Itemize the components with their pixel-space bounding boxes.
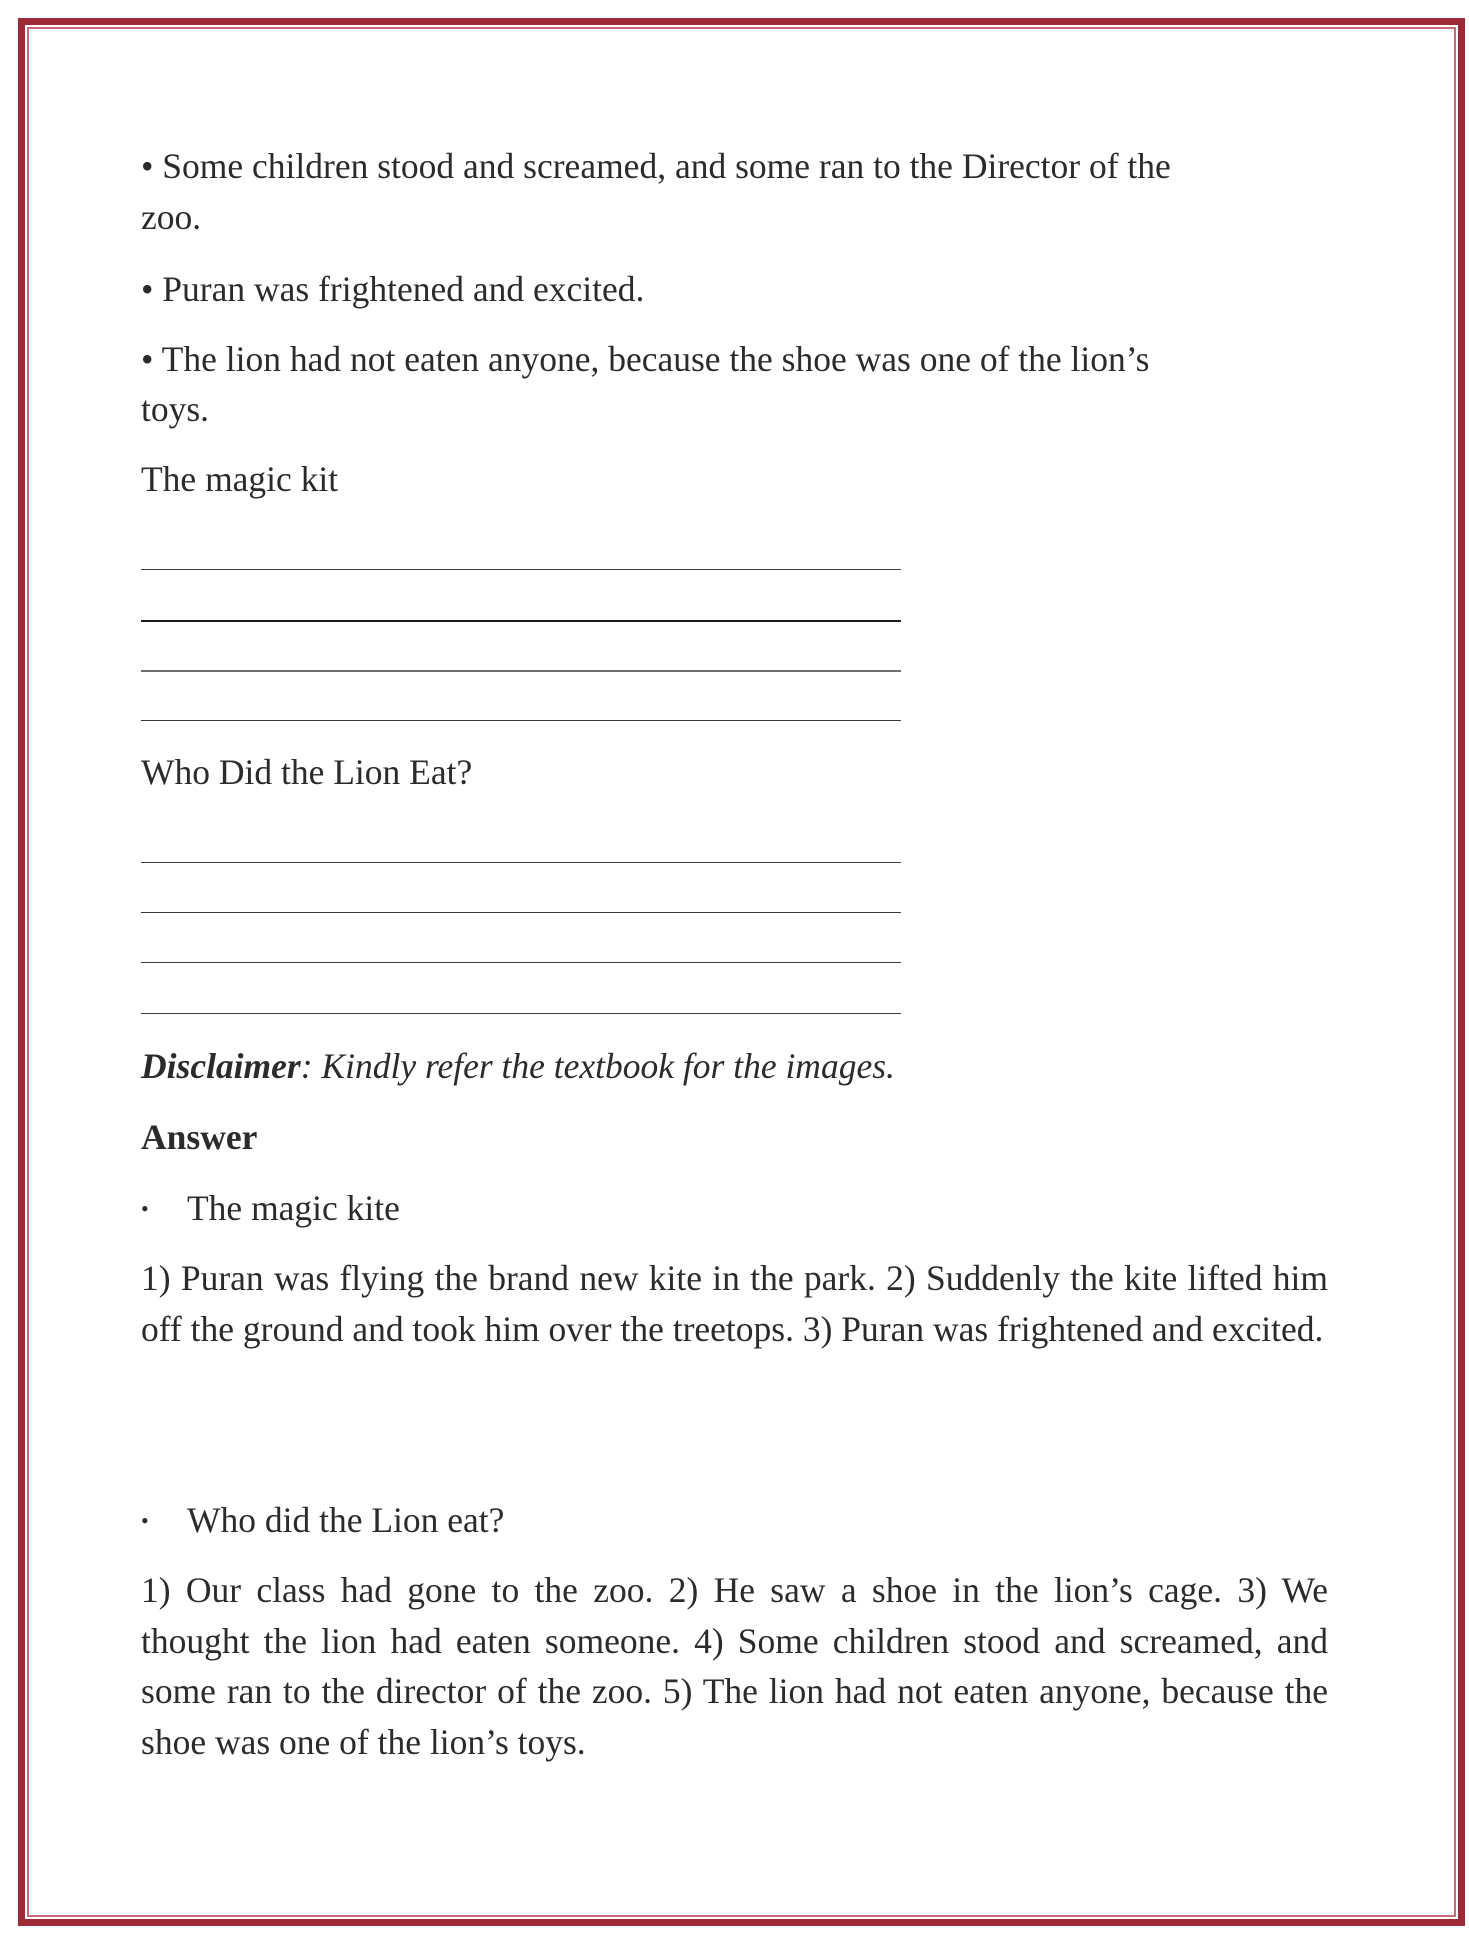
intro-bullet-2: • Puran was frightened and excited.	[141, 269, 645, 309]
answer-heading: Answer	[141, 1117, 258, 1157]
intro-bullet-1-line2: zoo.	[141, 197, 202, 237]
answer-writing-line	[141, 962, 901, 963]
section-title: The magic kite	[187, 1188, 400, 1228]
answer-writing-line	[141, 670, 901, 672]
answer-section-1-title	[141, 1183, 400, 1234]
disclaimer-label: Disclaimer	[141, 1046, 301, 1086]
exercise-title-magic-kit: The magic kit	[141, 459, 339, 499]
bullet-icon: •	[141, 1508, 149, 1533]
bullet-icon: •	[141, 1196, 149, 1221]
answer-section-2-text: 1) Our class had gone to the zoo. 2) He saw a shoe in the lion’s cage. 3) We thought the lion had eaten someone. 4) Some children stood and screamed, and some ran to the director of the zoo. 5) The lion had not eaten anyone, because the shoe was one of the lion’s toys.	[141, 1570, 1328, 1762]
section-title: Who did the Lion eat?	[187, 1500, 505, 1540]
answer-writing-line	[141, 912, 901, 913]
answer-writing-line	[141, 720, 901, 721]
intro-bullet-3-line1: • The lion had not eaten anyone, because the shoe was one of the lion’s	[141, 339, 1150, 379]
answer-section-1-text: 1) Puran was flying the brand new kite in the park. 2) Suddenly the kite lifted him off the ground and took him over the treetops. 3) Puran was frightened and excited.	[141, 1258, 1328, 1349]
disclaimer-text: : Kindly refer the textbook for the images.	[300, 1046, 895, 1086]
intro-bullet-1-line1: • Some children stood and screamed, and some ran to the Director of the	[141, 146, 1171, 186]
exercise-title-lion: Who Did the Lion Eat?	[141, 752, 473, 792]
answer-writing-line	[141, 1013, 901, 1014]
answer-writing-line	[141, 569, 901, 570]
answer-section-2-title	[141, 1495, 504, 1546]
answer-writing-line	[141, 620, 901, 622]
disclaimer	[141, 1041, 1340, 1091]
intro-bullet-3-line2: toys.	[141, 389, 210, 429]
answer-writing-line	[141, 862, 901, 863]
